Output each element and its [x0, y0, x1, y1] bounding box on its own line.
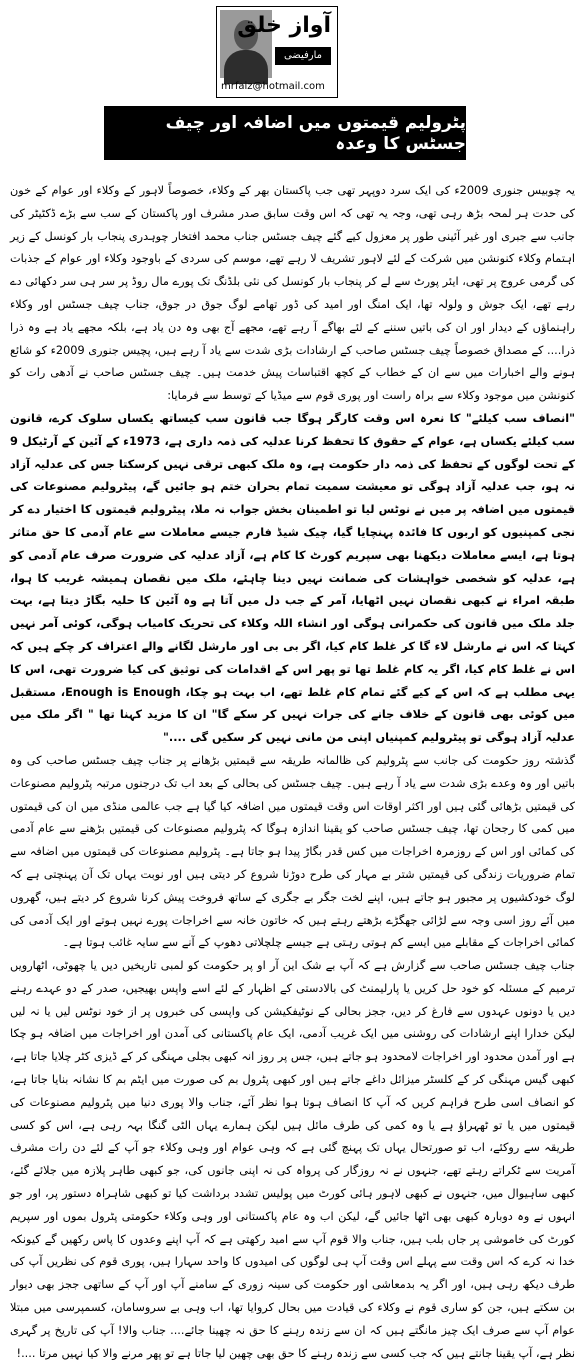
paragraph-quote: "انصاف سب کیلئے" کا نعرہ اس وقت کارگر ہوگا جب قانون سب کیساتھ یکساں سلوک کرے، قانون سب کیلئے یکساں ہے، عوام کے حقوق کا تحفظ کرنا عدلیہ کی ذمہ داری ہے، 1973ء کے آئین کے آرٹیکل 9 کے تحت لوگوں کے تحفظ کی ذمہ دار حکومت ہے، وہ ملک کبھی ترقی نہیں کرسکتا جس کی عدلیہ آزاد نہ ہو، جب عدلیہ آزاد ہوگی تو معیشت سمیت تمام بحران ختم ہو جائیں گے، پیٹرولیم مصنوعات کی قیمتوں میں اضافہ پر میں نے نوٹس لیا تو اطمینان بخش جواب نہ ملا، پیٹرولیم قیمتوں کا اختیار دے کر نجی کمپنیوں کو اربوں کا فائدہ پہنچایا گیا، چیک شیڈ فارم جیسے معاملات سے عام آدمی کا حق متاثر ہوتا ہے، ایسے معاملات دیکھنا بھی سپریم کورٹ کا کام ہے، آزاد عدلیہ کی ضرورت صرف عام آدمی کو ہے، عدلیہ کو شخصی خواہشات کی ضمانت نہیں دینا چاہئے، ملک میں نقصان ہمیشہ غریب کا ہوا، طبقہ امراء نے کبھی نقصان نہیں اٹھایا، آمر کے جب دل میں آتا ہے وہ آئین کا حلیہ بگاڑ دیتا ہے، بہت جلد ملک میں قانون کی حکمرانی ہوگی اور انشاء اللہ وکلاء کی تحریک کامیاب ہوگی، کوئی آمر نہیں کہتا کہ اس نے مارشل لاء گا کر غلط کام کیا، اگر بی بی اور مارشل لگانے والے اعتراف کر چکے ہیں کہ اس نے غلط کام کیا، اگر یہ کام غلط تھا تو پھر اس کے اقدامات کی توثیق کی کیا ضرورت تھی، اس کا یہی مطلب ہے کہ اس کے کیے گئے تمام کام غلط تھے، اب بہت ہو چکا، Enough is Enough، مستقبل میں کوئی بھی قانون کے خلاف جانے کی جرات نہیں کر سکے گا" ان کا مزید کہنا تھا " اگر ملک میں عدلیہ آزاد ہوگی تو پیٹرولیم کمپنیاں اپنی من مانی نہیں کر سکیں گی ...." — [10, 411, 576, 745]
author-name: مارفیضی — [275, 47, 331, 65]
column-masthead — [216, 6, 338, 98]
paragraph-intro: یہ چوبیس جنوری 2009ء کی ایک سرد دوپہر تھی جب پاکستان بھر کے وکلاء، خصوصاً لاہور کے وکلاء اور عوام کے خون کی حدت ہر لمحہ بڑھ رہی تھی، وجہ یہ تھی کہ اس وقت سابق صدر مشرف اور پاکستان کے سب سے بڑے ڈکٹیٹر کی جانب سے جبری اور غیر آئینی طور پر معزول کیے گئے چیف جسٹس جناب محمد افتخار چوہدری پنجاب بار کونسل کے زیر اہتمام وکلاء کنونشن میں شرکت کے لئے لاہور تشریف لا رہے تھے، موسم کی سردی کے باوجود وکلاء اور عوام کے جذبات کی گرمی عروج پر تھی، ایئر پورٹ سے لے کر پنجاب بار کونسل کی نئی بلڈنگ تک پورے مال روڈ پر سر ہی سر دکھائی دے رہے تھے، ایک جوش و ولولہ تھا، ایک امنگ اور امید کی ڈور تھامے لوگ جوق در جوق، جناب چیف جسٹس اور وکلاء راہنماؤں کے دیدار اور ان کی باتیں سننے کے لئے بھاگے آ رہے تھے، مجھے آج بھی وہ دن یاد ہے، بلکہ مجھے یاد ہے وہ ذرا ذرا.... کے مصداق خصوصاً چیف جسٹس صاحب کے ارشادات بڑی شدت سے یاد آ رہے ہیں، پچیس جنوری 2009ء کو شائع ہونے والے اخبارات میں سے ان کے خطاب کے کچھ اقتباسات پیش خدمت ہیں۔ چیف جسٹس صاحب نے آدھی رات کو کنونشن میں موجود وکلاء سے براہ راست اور پوری قوم سے میڈیا کے توسط سے فرمایا: — [10, 184, 575, 403]
paragraph-petrol-prices: گذشتہ روز حکومت کی جانب سے پٹرولیم کی ظالمانہ طریقہ سے قیمتیں بڑھانے پر جناب چیف جسٹس صاحب کی وہ باتیں اور وہ وعدے بڑی شدت سے یاد آ رہے ہیں۔ چیف جسٹس کی بحالی کے بعد اب تک درجنوں مرتبہ پٹرولیم مصنوعات کی قیمتیں بڑھائی گئی ہیں اور اکثر اوقات اس وقت قیمتوں میں اضافہ کیا گیا ہے جب عالمی منڈی میں ان کی قیمتوں میں کمی کا رجحان تھا، چیف جسٹس صاحب کو یقینا اندازہ ہوگا کہ پٹرولیم مصنوعات کی قیمتیں بڑھنے سے عام آدمی کی کمائی اور اس کے روزمرہ اخراجات میں کس قدر بگاڑ پیدا ہو جاتا ہے۔ پٹرولیم مصنوعات کی قیمتوں میں اضافہ سے تمام ضروریات زندگی کی قیمتیں شتر بے مہار کی طرح دوڑنا شروع کر دیتی ہیں اور نوبت یہاں تک آن پہنچتی ہے کہ لوگ خودکشیوں پر مجبور ہو جاتے ہیں، اپنے لخت جگر بے جگری کے ساتھ فروخت پیش کرنا شروع کر دیتے ہیں، گھروں میں آئے روز اسی وجہ سے لڑائی جھگڑے بڑھتے رہتے ہیں کہ خاتون خانہ سے اخراجات پورے نہیں ہوتے اور ایک آدمی کی کمائی اخراجات کے مقابلے میں ایسے کم ہوتی رہتی ہے جیسے چلچلاتی دھوپ کے آنے سے سایہ غائب ہوتا ہے۔ — [10, 753, 575, 950]
author-photo-body — [224, 50, 268, 84]
article-body — [10, 180, 576, 1360]
author-email[interactable]: mrfaiz@hotmail.com — [221, 81, 325, 92]
column-title: آواز خلق — [237, 13, 331, 38]
article-headline: پٹرولیم قیمتوں میں اضافہ اور چیف جسٹس کا وعدہ — [104, 106, 466, 160]
paragraph-appeal: جناب چیف جسٹس صاحب سے گزارش ہے کہ آپ بے شک این آر او پر حکومت کو لمبی تاریخیں دیں یا چھوٹی، اٹھارویں ترمیم کے مسئلہ کو خود حل کریں یا پارلیمنٹ کی بالادستی کے اظہار کے لئے اسے واپس بھیجیں، صدر کے دو عہدے رہنے دیں یا دونوں عہدوں سے فارغ کر دیں، ججز بحالی کے نوٹیفکیشن کی واپسی کی خبروں پر از خود نوٹس لیں یا نہ لیں لیکن خدارا اپنے ارشادات کی روشنی میں ایک غریب آدمی، ایک عام پاکستانی کی آمدن اور اخراجات میں اضافہ ہو چکا ہے اور آمدن محدود اور اخراجات لامحدود ہو جاتے ہیں، جس پر روز انہ کبھی بجلی مہنگی کر کے ڈیزی کٹر چلایا جاتا ہے، کبھی گیس مہنگی کر کے کلسٹر میزائل داغے جاتے ہیں اور کبھی پٹرول بم کی صورت میں ایٹم بم کا نشانہ بنایا جاتا ہے، کو انصاف اسی طرح فراہم کریں کہ آپ کا انصاف ہوتا ہوا نظر آئے، جناب والا پوری دنیا میں پٹرولیم مصنوعات کی قیمتوں میں یا تو ٹھہراؤ ہے یا وہ کمی کی طرف مائل ہیں لیکن ہمارے یہاں الٹی گنگا بہہ رہی ہے، اس کو کسی طریقہ سے روکئے، اب تو صورتحال یہاں تک پہنچ گئی ہے کہ وہی عوام اور وہی وکلاء جو آپ کے لئے دن رات مشرف آمریت سے ٹکراتے رہتے تھے، جنہوں نے نہ روزگار کی پرواہ کی نہ اپنی جانوں کی، جو کبھی طاہر پلازہ میں جلائے گئے، کبھی ساہیوال میں، جنہوں نے کبھی لاہور ہائی کورٹ میں پولیس تشدد برداشت کیا تو کبھی شاہراہ دستور پر، اور جو انہوں نے وہ دوبارہ کبھی بھی اٹھا جائیں گے، لیکن اب وہ عام پاکستانی اور وہی وکلاء حکومتی پٹرول بموں اور سپریم کورٹ کی خاموشی پر جاں بلب ہیں، جناب والا قوم آپ سے امید رکھتی ہے کہ آپ اپنے وعدوں کا پاس رکھیں گے کیونکہ خدا نہ کرے کہ اس وقت سے پہلے اس وقت آپ ہی لوگوں کی امیدوں کا واحد سہارا ہیں، پوری قوم کی نظریں آپ کی طرف دیکھ رہی ہیں، اور اگر یہ بدمعاشی اور حکومت کی سینہ زوری کے سامنے آپ اور آپ کے ساتھی ججز بھی دیوار بن سکتے ہیں، جن کو ساری قوم نے وکلاء کی قیادت میں بحال کروایا تھا، اب وہی بے سروسامان، کسمپرسی میں مبتلا عوام آپ سے صرف ایک چیز مانگتے ہیں کہ ان سے زندہ رہنے کا حق نہ چھینا جائے.... جناب والا! آپ کی تاریخ پر گہری نظر ہے، آپ یقینا جانتے ہیں کہ جب کسی سے زندہ رہنے کا حق بھی چھین لیا جاتا ہے تو پھر مرنے والا کیا نہیں مرتا ....! — [10, 959, 575, 1360]
